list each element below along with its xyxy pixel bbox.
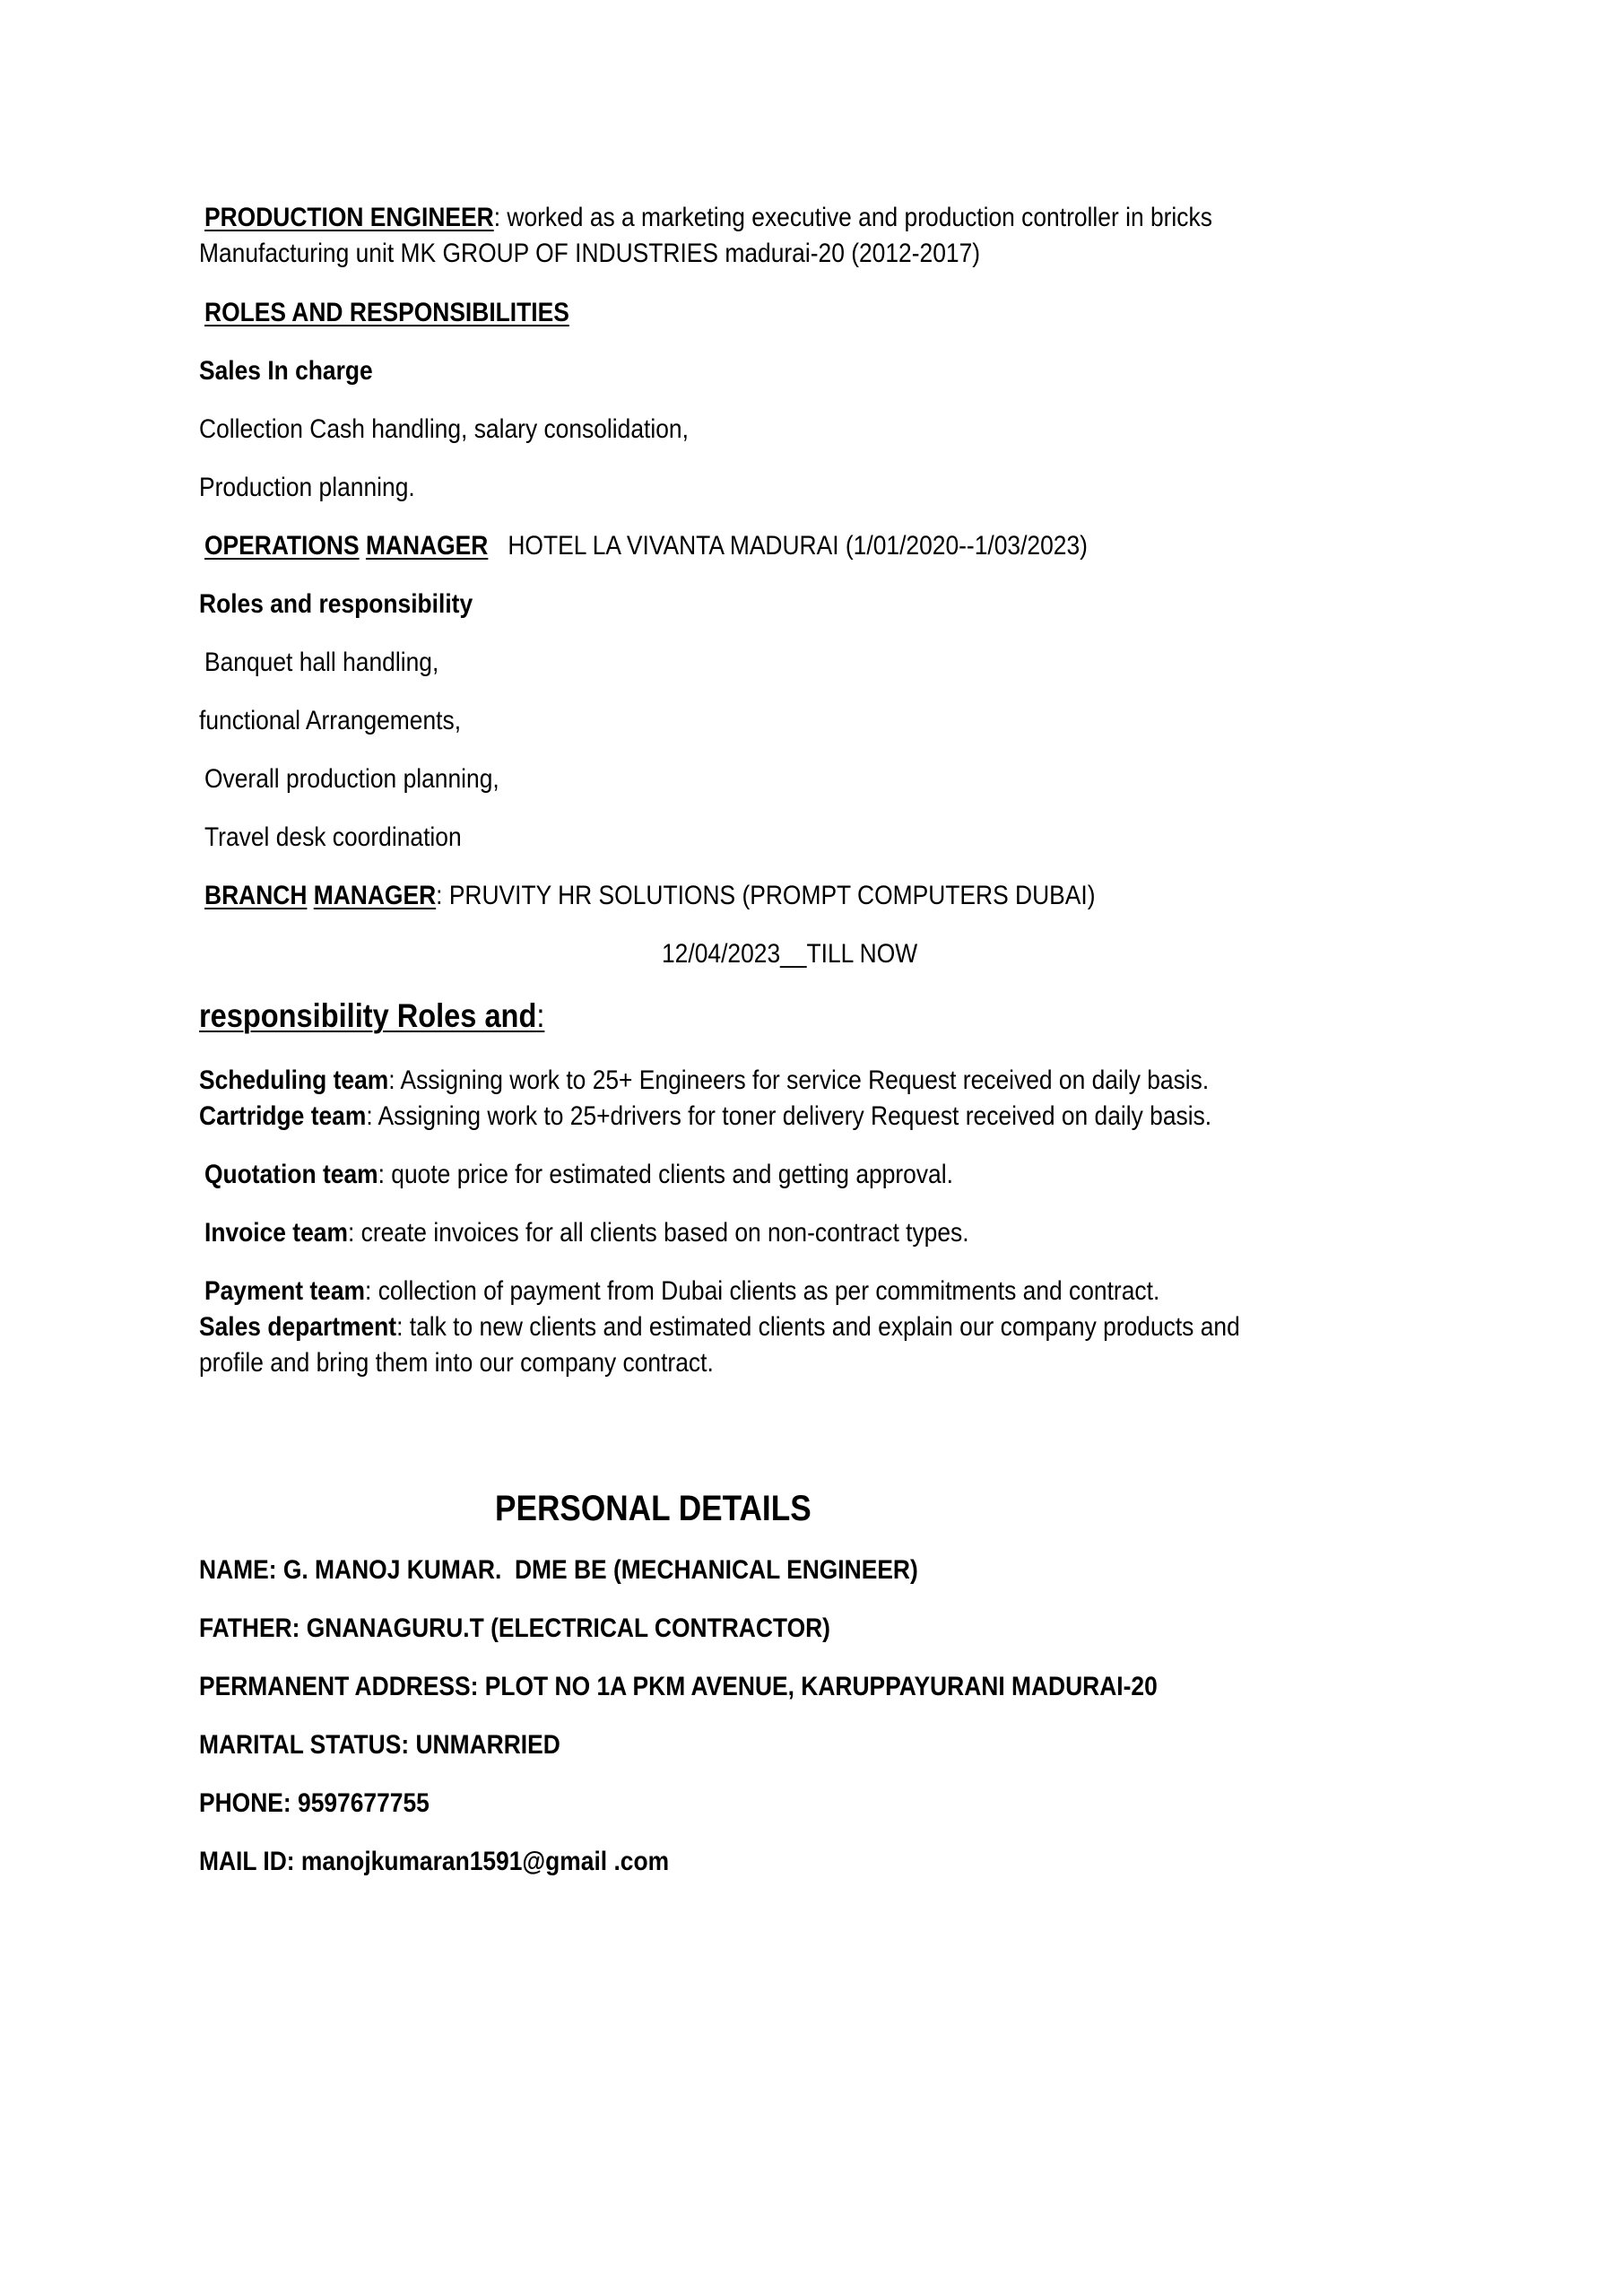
roles-heading: Roles and responsibility [199,589,473,619]
team-name: Payment team [204,1276,366,1306]
responsibility-item: Banquet hall handling, [204,648,439,677]
personal-details-heading: PERSONAL DETAILS [495,1489,812,1528]
team-name: Cartridge team [199,1101,367,1131]
team-line-sales [199,1310,1240,1344]
team-name: Sales department [199,1312,397,1342]
team-line-quotation [204,1158,953,1192]
job-title: PRODUCTION ENGINEER [204,203,494,232]
responsibility-item: Travel desk coordination [204,822,462,852]
roles-heading: ROLES AND RESPONSIBILITIES [204,298,569,327]
employer: HOTEL LA VIVANTA MADURAI (1/01/2020--1/03/2023) [508,531,1088,561]
employment-period: 12/04/2023__TILL NOW [662,939,918,969]
team-separator: : [396,1312,404,1342]
team-separator: : [366,1101,373,1131]
team-description: Assigning work to 25+ Engineers for service Request received on daily basis. [395,1065,1210,1095]
team-separator: : [365,1276,372,1306]
mail-label: MAIL ID: [199,1847,301,1876]
team-line-cartridge [199,1100,1211,1134]
personal-mail [199,1845,669,1879]
team-description: quote price for estimated clients and getting approval. [384,1160,953,1189]
job-description: worked as a marketing executive and production controller in bricks [500,203,1212,232]
team-separator: : [347,1218,355,1248]
job-title-word: OPERATIONS [204,531,360,561]
job-title-word: BRANCH [204,881,308,910]
job-title-word: MANAGER [365,531,489,561]
job-title-line-operations-manager [204,529,1088,563]
team-name: Scheduling team [199,1065,389,1095]
employer: PRUVITY HR SOLUTIONS (PROMPT COMPUTERS DUBAI) [442,881,1096,910]
team-line-payment [204,1274,1159,1309]
team-description: create invoices for all clients based on non-contract types. [354,1218,969,1248]
job-title-line-branch-manager [204,879,1096,913]
roles-heading-large [199,996,544,1037]
job-title-line-production-engineer [204,201,1212,235]
personal-father: FATHER: GNANAGURU.T (ELECTRICAL CONTRACTOR) [199,1613,830,1643]
team-separator: : [388,1065,395,1095]
sub-heading-sales-in-charge: Sales In charge [199,356,373,386]
team-name: Quotation team [204,1160,378,1189]
team-separator: : [378,1160,385,1189]
team-description: talk to new clients and estimated clients and explain our company products and [403,1312,1240,1342]
job-description-continued: Manufacturing unit MK GROUP OF INDUSTRIES madurai-20 (2012-2017) [199,239,981,268]
roles-heading-text: responsibility Roles and [199,997,537,1034]
team-line-scheduling [199,1064,1209,1098]
team-line-invoice [204,1216,969,1250]
team-description: Assigning work to 25+drivers for toner delivery Request received on daily basis. [372,1101,1212,1131]
title-separator: : [493,203,501,232]
roles-heading-separator: : [536,997,545,1034]
team-description-continued: profile and bring them into our company contract. [199,1348,714,1378]
personal-address: PERMANENT ADDRESS: PLOT NO 1A PKM AVENUE, KARUPPAYURANI MADURAI-20 [199,1672,1158,1701]
responsibility-item: Overall production planning, [204,764,499,794]
job-title-word: MANAGER [313,881,437,910]
personal-name: NAME: G. MANOJ KUMAR. DME BE (MECHANICAL ENGINEER) [199,1555,918,1585]
mail-value: manojkumaran1591@gmail .com [300,1847,670,1876]
team-description: collection of payment from Dubai clients as per commitments and contract. [371,1276,1160,1306]
personal-marital-status: MARITAL STATUS: UNMARRIED [199,1730,560,1760]
personal-phone: PHONE: 9597677755 [199,1788,430,1818]
team-name: Invoice team [204,1218,348,1248]
responsibility-item: functional Arrangements, [199,706,462,735]
responsibility-item: Production planning. [199,473,415,502]
title-separator: : [436,881,443,910]
responsibility-item: Collection Cash handling, salary consolidation, [199,414,689,444]
